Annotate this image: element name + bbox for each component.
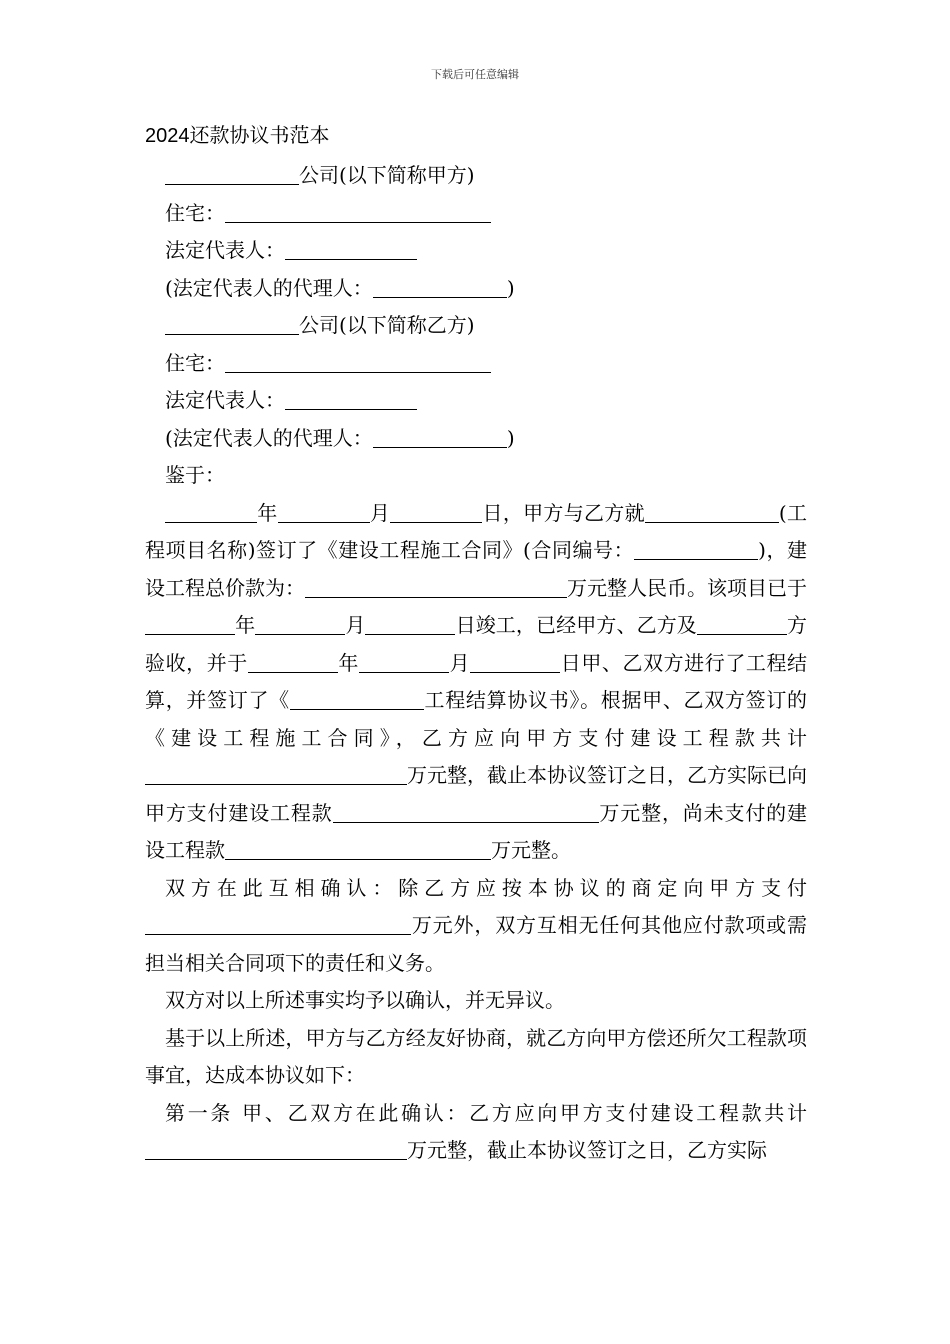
title-text: 还款协议书范本 (189, 123, 330, 147)
article-one: 第一条 甲、乙双方在此确认：乙方应向甲方支付建设工程款共计万元整，截止本协议签订之日，乙方实际 (145, 1095, 807, 1170)
blank-field[interactable] (225, 838, 491, 860)
blank-field[interactable] (697, 613, 787, 635)
paragraph-confirmation: 双方在此互相确认：除乙方应按本协议的商定向甲方支付万元外，双方互相无任何其他应付款项或需担当相关合同项下的责任和义务。 (145, 875, 807, 975)
document-title (145, 120, 807, 151)
blank-field[interactable] (145, 613, 235, 635)
paragraph-agreement: 基于以上所述，甲方与乙方经友好协商，就乙方向甲方偿还所欠工程款项事宜，达成本协议如下： (145, 1025, 807, 1087)
party-b-company: 公司(以下简称乙方) (145, 307, 807, 345)
blank-field[interactable] (373, 426, 507, 448)
party-b-address: 住宅： (145, 345, 807, 383)
blank-field[interactable] (373, 276, 507, 298)
page-header: 下载后可任意编辑 (431, 68, 519, 81)
blank-field[interactable] (225, 351, 491, 373)
party-b-agent: (法定代表人的代理人： ) (165, 425, 515, 450)
blank-field[interactable] (145, 763, 407, 785)
whereas-heading: 鉴于： (165, 463, 225, 487)
blank-field[interactable] (285, 388, 417, 410)
paragraph-background: 年 月 日，甲方与乙方就 (工程项目名称)签订了《建设工程施工合同》(合同编号： )，建设工程总价款为： 万元整人民币。该项目已于年 月 日竣工，已经甲方、乙方及 方验收，并于 年 月 日甲、乙双方进行了工程结算，并签订了《 工程结算协议书》。根据甲、乙双方签订的《建设工程施工合同》，乙方应向甲方支付建设工程款共计万元整，截止本协议签订之日，乙方实际已向甲方支付建设工程款 万元整，尚未支付的建设工程款 万元整。 (145, 500, 808, 862)
blank-field[interactable] (290, 688, 424, 710)
document-body (145, 120, 807, 1170)
blank-field[interactable] (333, 801, 599, 823)
blank-field[interactable] (165, 163, 299, 185)
blank-field[interactable] (365, 613, 455, 635)
blank-field[interactable] (145, 1138, 407, 1160)
blank-field[interactable] (470, 651, 560, 673)
blank-field[interactable] (165, 501, 257, 523)
blank-field[interactable] (305, 576, 567, 598)
blank-field[interactable] (145, 913, 411, 935)
title-year: 2024 (145, 125, 190, 147)
blank-field[interactable] (359, 651, 449, 673)
blank-field[interactable] (285, 238, 417, 260)
blank-field[interactable] (255, 613, 345, 635)
blank-field[interactable] (645, 501, 779, 523)
party-a-company: 公司(以下简称甲方) (145, 157, 807, 195)
blank-field[interactable] (165, 313, 299, 335)
party-a-agent: (法定代表人的代理人： ) (165, 275, 515, 300)
blank-field[interactable] (225, 201, 491, 223)
blank-field[interactable] (248, 651, 338, 673)
blank-field[interactable] (634, 538, 758, 560)
blank-field[interactable] (278, 501, 370, 523)
party-a-rep: 法定代表人： (145, 232, 807, 270)
paragraph-no-objection: 双方对以上所述事实均予以确认，并无异议。 (165, 988, 565, 1012)
party-b-rep: 法定代表人： (145, 382, 807, 420)
blank-field[interactable] (390, 501, 482, 523)
party-a-address: 住宅： (145, 195, 807, 233)
